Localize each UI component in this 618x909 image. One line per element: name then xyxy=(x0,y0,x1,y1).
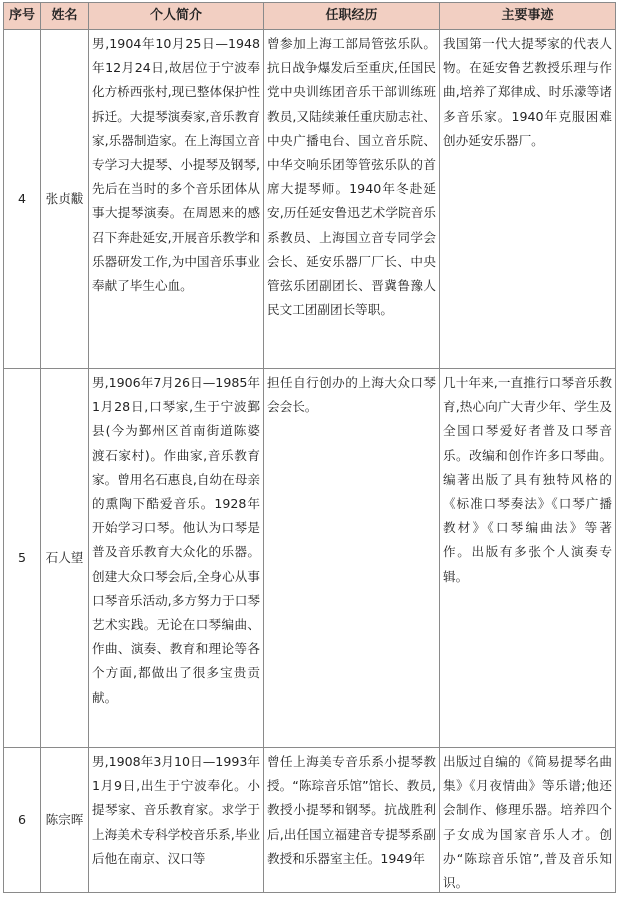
row-achievements-text: 我国第一代大提琴家的代表人物。在延安鲁艺教授乐理与作曲,培养了郑律成、时乐濛等诸多音乐家。1940年克服困难创办延安乐器厂。 xyxy=(443,36,612,148)
row-name: 石人望 xyxy=(41,369,89,748)
row-bio xyxy=(89,369,264,748)
table-row xyxy=(4,748,616,893)
row-career-text: 曾任上海美专音乐系小提琴教授。“陈琮音乐馆”馆长、教员,教授小提琴和钢琴。抗战胜利后,出任国立福建音专提琴系副教授和乐器室主任。1949年 xyxy=(267,754,436,866)
table-row xyxy=(4,369,616,748)
header-name: 姓名 xyxy=(41,3,89,30)
row-name: 陈宗晖 xyxy=(41,748,89,893)
row-achievements xyxy=(440,30,616,369)
row-bio xyxy=(89,748,264,893)
row-achievements xyxy=(440,748,616,893)
row-achievements-text: 出版过自编的《简易提琴名曲集》《月夜情曲》等乐谱;他还会制作、修理乐器。培养四个子女成为国家音乐人才。创办“陈琮音乐馆”,普及音乐知识。 xyxy=(443,754,612,890)
row-achievements xyxy=(440,369,616,748)
table-row xyxy=(4,30,616,369)
row-career xyxy=(264,369,440,748)
row-career-text: 担任自行创办的上海大众口琴会会长。 xyxy=(267,375,436,415)
row-bio xyxy=(89,30,264,369)
row-achievements-text: 几十年来,一直推行口琴音乐教育,热心向广大青少年、学生及全国口琴爱好者普及口琴音乐。改编和创作许多口琴曲。编著出版了具有独特风格的《标准口琴奏法》《口琴广播教材》《口琴编曲法》等著作。出版有多张个人演奏专辑。 xyxy=(443,375,612,584)
row-career xyxy=(264,30,440,369)
row-index: 6 xyxy=(4,748,41,893)
row-name: 张贞黻 xyxy=(41,30,89,369)
header-career: 任职经历 xyxy=(264,3,440,30)
row-career xyxy=(264,748,440,893)
row-index: 4 xyxy=(4,30,41,369)
row-career-text: 曾参加上海工部局管弦乐队。抗日战争爆发后至重庆,任国民党中央训练团音乐干部训练班教员,又陆续兼任重庆励志社、中央广播电台、国立音乐院、中华交响乐团等管弦乐队的首席大提琴师。1940年冬赴延安,历任延安鲁迅艺术学院音乐系教员、上海国立音专同学会会长、延安乐器厂厂长、中央管弦乐团副团长、晋冀鲁豫人民文工团副团长等职。 xyxy=(267,36,436,318)
row-index: 5 xyxy=(4,369,41,748)
musicians-table xyxy=(3,2,616,893)
header-index: 序号 xyxy=(4,3,41,30)
row-bio-text: 男,1908年3月10日—1993年1月9日,出生于宁波奉化。小提琴家、音乐教育家。求学于上海美术专科学校音乐系,毕业后他在南京、汉口等 xyxy=(92,754,260,866)
row-bio-text: 男,1906年7月26日—1985年1月28日,口琴家,生于宁波鄞县(今为鄞州区首南街道陈婆渡石家村)。作曲家,音乐教育家。曾用名石惠良,自幼在母亲的熏陶下酷爱音乐。1928年开始学习口琴。他认为口琴是普及音乐教育大众化的乐器。创建大众口琴会后,全身心从事口琴音乐活动,多方努力于口琴艺术实践。无论在口琴编曲、作曲、演奏、教育和理论等各个方面,都做出了很多宝贵贡献。 xyxy=(92,375,260,705)
header-achievements: 主要事迹 xyxy=(440,3,616,30)
header-bio: 个人简介 xyxy=(89,3,264,30)
header-row xyxy=(4,3,616,30)
row-bio-text: 男,1904年10月25日—1948年12月24日,故居位于宁波奉化方桥西张村,现已整体保护性拆迁。大提琴演奏家,音乐教育家,乐器制造家。在上海国立音专学习大提琴、小提琴及钢琴,先后在当时的多个音乐团体从事大提琴演奏。在周恩来的感召下奔赴延安,开展音乐教学和乐器研发工作,为中国音乐事业奉献了毕生心血。 xyxy=(92,36,260,294)
